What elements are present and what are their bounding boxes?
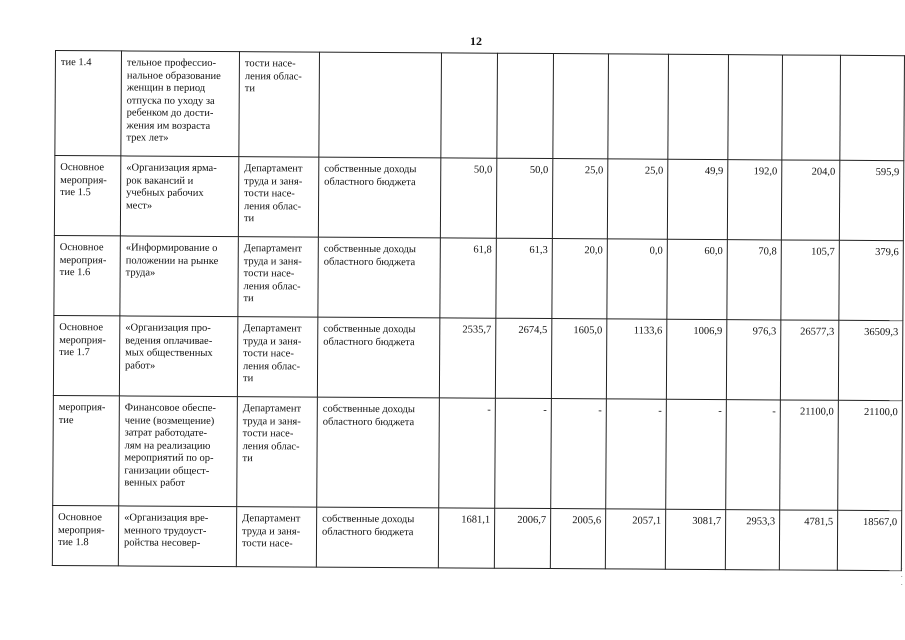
table-row (55, 51, 905, 161)
cell-value: 2535,7 (439, 318, 495, 398)
cell-col4: собственные доходы областного бюджета (317, 317, 439, 398)
cell-col1: мероприя- тие (53, 395, 120, 505)
cell-col2: Финансовое обеспе- чение (возмещение) затрат работодате- лям на реализацию мероприятий по ор- ганизации общест- венных работ (119, 396, 238, 507)
cell-value: - (551, 399, 607, 509)
scan-edge-marks: · · · (900, 565, 903, 589)
cell-col1: Основное мероприя- тие 1.8 (52, 505, 118, 565)
cell-value: 18567,0 (837, 510, 901, 570)
cell-value: 61,8 (440, 238, 496, 318)
cell-value: 2674,5 (495, 318, 551, 398)
cell-value: 204,0 (781, 160, 839, 240)
cell-value: 60,0 (667, 239, 727, 319)
cell-value: 50,0 (496, 158, 552, 238)
cell-col3: Департамент труда и заня- тости насе- (236, 507, 316, 567)
cell-value: 2006,7 (494, 508, 550, 568)
cell-value: 976,3 (726, 320, 780, 400)
cell-value: 379,6 (839, 240, 903, 320)
cell-col3: тости насе- ления облас- ти (239, 52, 320, 157)
cell-value: 25,0 (552, 159, 607, 239)
cell-col2: «Информирование о положении на рынке труда» (120, 236, 238, 317)
cell-value (782, 55, 841, 160)
cell-value: - (726, 400, 781, 510)
cell-value: 1006,9 (666, 319, 726, 399)
cell-value: 50,0 (440, 158, 496, 238)
cell-col3: Департамент труда и заня- тости насе- ления облас- ти (237, 317, 317, 397)
cell-col2: тельное профессио- нальное образование женщин в период отпуска по уходу за ребенком до дости- жения им возраста трех лет» (121, 51, 240, 157)
cell-col1: Основное мероприя- тие 1.6 (54, 235, 120, 315)
cell-col1: Основное мероприя- тие 1.7 (53, 315, 119, 395)
cell-col2: «Организация ярма- рок вакансий и учебных рабочих мест» (120, 156, 238, 237)
cell-col4: собственные доходы областного бюджета (317, 397, 440, 508)
cell-col4: собственные доходы областного бюджета (318, 237, 440, 318)
cell-value (840, 55, 905, 160)
cell-value: 36509,3 (838, 320, 902, 400)
cell-col3: Департамент труда и заня- тости насе- ления облас- ти (238, 237, 318, 317)
cell-col4: собственные доходы областного бюджета (318, 157, 440, 238)
table-row (54, 235, 903, 320)
cell-col4 (319, 52, 442, 158)
cell-col3: Департамент труда и заня- тости насе- ления облас- ти (237, 397, 318, 507)
cell-value: 21100,0 (780, 400, 839, 510)
cell-value (441, 53, 498, 158)
cell-value: 105,7 (781, 240, 839, 320)
cell-value: 0,0 (607, 239, 667, 319)
cell-col3: Департамент труда и заня- тости насе- ления облас- ти (238, 157, 318, 237)
cell-value (497, 53, 554, 158)
cell-value (728, 55, 783, 160)
table-body (52, 51, 904, 571)
cell-value: 61,3 (496, 238, 552, 318)
cell-value: - (495, 398, 552, 508)
table-row (53, 315, 902, 400)
cell-value: 26577,3 (780, 320, 838, 400)
cell-value: 1605,0 (551, 319, 606, 399)
cell-value (608, 54, 669, 159)
table-row (52, 505, 901, 570)
cell-value: 595,9 (839, 160, 903, 240)
cell-value: - (606, 399, 667, 509)
cell-value: 192,0 (727, 160, 781, 240)
cell-col1: тие 1.4 (55, 51, 122, 156)
cell-value: 4781,5 (779, 510, 837, 570)
cell-value: 3081,7 (665, 509, 725, 569)
cell-col1: Основное мероприя- тие 1.5 (54, 156, 120, 236)
table-row (53, 395, 903, 510)
cell-col2: «Организация про- ведения оплачивае- мых общественных работ» (119, 316, 237, 397)
cell-value: 70,8 (727, 240, 781, 320)
cell-value: 2057,1 (605, 509, 665, 569)
cell-value: 25,0 (607, 159, 667, 239)
cell-value (553, 54, 609, 159)
cell-value: 49,9 (667, 159, 727, 239)
cell-value: - (666, 399, 727, 509)
cell-col2: «Организация вре- менного трудоуст- ройства несовер- (118, 506, 236, 567)
cell-value: 21100,0 (838, 400, 903, 510)
cell-value (668, 54, 729, 159)
table-row (54, 156, 903, 241)
cell-value: 2953,3 (725, 510, 779, 570)
cell-value: 1133,6 (606, 319, 666, 399)
cell-value: - (439, 398, 496, 508)
cell-value: 2005,6 (550, 509, 605, 569)
cell-col4: собственные доходы областного бюджета (316, 507, 438, 568)
cell-value: 1681,1 (438, 508, 494, 568)
page-number: 12 (470, 34, 482, 48)
cell-value: 20,0 (552, 239, 607, 319)
budget-table (52, 50, 905, 571)
